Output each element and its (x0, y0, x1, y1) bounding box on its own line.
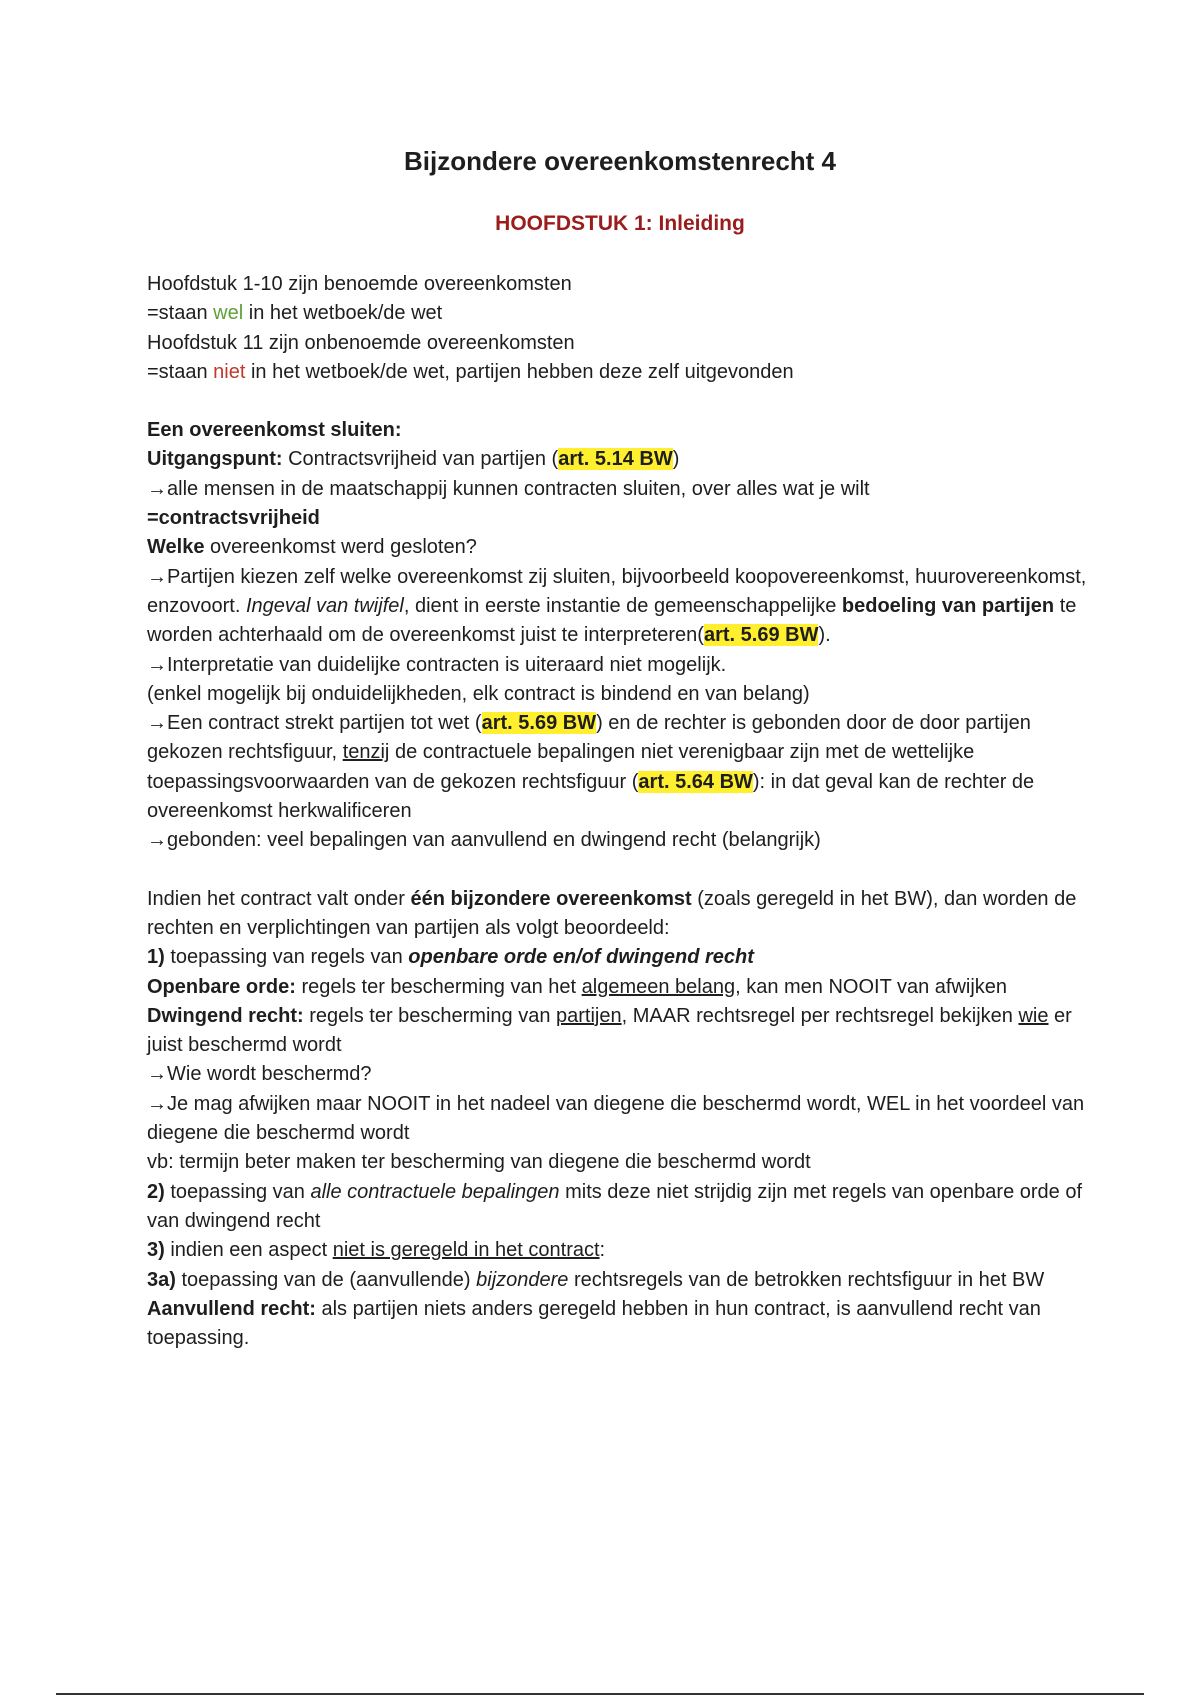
article-ref: art. 5.14 BW (558, 448, 673, 471)
intro-line-4: =staan niet in het wetboek/de wet, partijen hebben deze zelf uitgevonden (147, 360, 794, 383)
gebonden-line: →gebonden: veel bepalingen van aanvullend en dwingend recht (belangrijk) (147, 829, 821, 852)
contractsvrijheid-explanation: →alle mensen in de maatschappij kunnen contracten sluiten, over alles wat je wilt (147, 477, 870, 500)
article-ref: art. 5.69 BW (703, 624, 819, 647)
interpretatie-line: →Interpretatie van duidelijke contracten is uiteraard niet mogelijk. (147, 653, 727, 676)
openbare-orde-definition: Openbare orde: regels ter bescherming van het algemeen belang, kan men NOOIT van afwijken (147, 975, 1008, 998)
wel-word: wel (213, 302, 244, 325)
chapter-heading: HOOFDSTUK 1: Inleiding (495, 212, 745, 235)
wie-beschermd-line: →Wie wordt beschermd? (147, 1063, 372, 1086)
voorbeeld-line: vb: termijn beter maken ter bescherming van diegene die beschermd wordt (147, 1151, 811, 1174)
contractsvrijheid-term: =contractsvrijheid (147, 507, 320, 530)
niet-word: niet (213, 360, 246, 383)
partijen-kiezen-paragraph: →Partijen kiezen zelf welke overeenkomst zij sluiten, bijvoorbeeld koopovereenkomst, huurovereenkomst, enzovoort. Ingeval van twijfel, dient in eerste instantie de gemeenschappelijke bedoeling van partijen te worden achterhaald om de overeenkomst juist te interpreteren(art. 5.69 BW). (147, 565, 1087, 647)
contract-strekt-paragraph: →Een contract strekt partijen tot wet (art. 5.69 BW) en de rechter is gebonden door de door partijen gekozen rechtsfiguur, tenzij de contractuele bepalingen niet verenigbaar zijn met de wettelijke toepassingsvoorwaarden van de gekozen rechtsfiguur (art. 5.64 BW): in dat geval kan de rechter de overeenkomst herkwalificeren (147, 712, 1035, 823)
afwijken-line: →Je mag afwijken maar NOOIT in het nadeel van diegene die beschermd wordt, WEL in het voordeel van diegene die beschermd wordt (147, 1092, 1085, 1145)
step-3: 3) indien een aspect niet is geregeld in het contract: (147, 1239, 606, 1262)
intro-line-2: =staan wel in het wetboek/de wet (147, 302, 443, 325)
section-heading-sluiten: Een overeenkomst sluiten: (147, 419, 402, 442)
intro-line-3: Hoofdstuk 11 zijn onbenoemde overeenkomsten (147, 331, 575, 354)
dwingend-recht-definition: Dwingend recht: regels ter bescherming van partijen, MAAR rechtsregel per rechtsregel bekijken wie er juist beschermd wordt (147, 1004, 1072, 1057)
article-ref: art. 5.69 BW (481, 712, 597, 735)
article-ref: art. 5.64 BW (638, 770, 753, 793)
step-2: 2) toepassing van alle contractuele bepalingen mits deze niet strijdig zijn met regels van openbare orde of van dwingend recht (147, 1180, 1083, 1232)
page-divider (56, 1693, 1144, 1695)
step-3a: 3a) toepassing van de (aanvullende) bijzondere rechtsregels van de betrokken rechtsfiguur in het BW (147, 1268, 1045, 1291)
enkel-mogelijk-line: (enkel mogelijk bij onduidelijkheden, elk contract is bindend en van belang) (147, 682, 810, 705)
page-title: Bijzondere overeenkomstenrecht 4 (403, 146, 837, 176)
welke-question: Welke overeenkomst werd gesloten? (147, 536, 477, 559)
uitgangspunt-paragraph: Uitgangspunt: Contractsvrijheid van partijen (art. 5.14 BW) (147, 448, 680, 471)
intro-line-1: Hoofdstuk 1-10 zijn benoemde overeenkomsten (147, 273, 572, 295)
step-1: 1) toepassing van regels van openbare orde en/of dwingend recht (147, 946, 754, 969)
document-body (147, 270, 1087, 1353)
indien-paragraph: Indien het contract valt onder één bijzondere overeenkomst (zoals geregeld in het BW), dan worden de rechten en verplichtingen van partijen als volgt beoordeeld: (147, 887, 1077, 939)
aanvullend-recht-definition: Aanvullend recht: als partijen niets anders geregeld hebben in hun contract, is aanvullend recht van toepassing. (147, 1297, 1041, 1350)
